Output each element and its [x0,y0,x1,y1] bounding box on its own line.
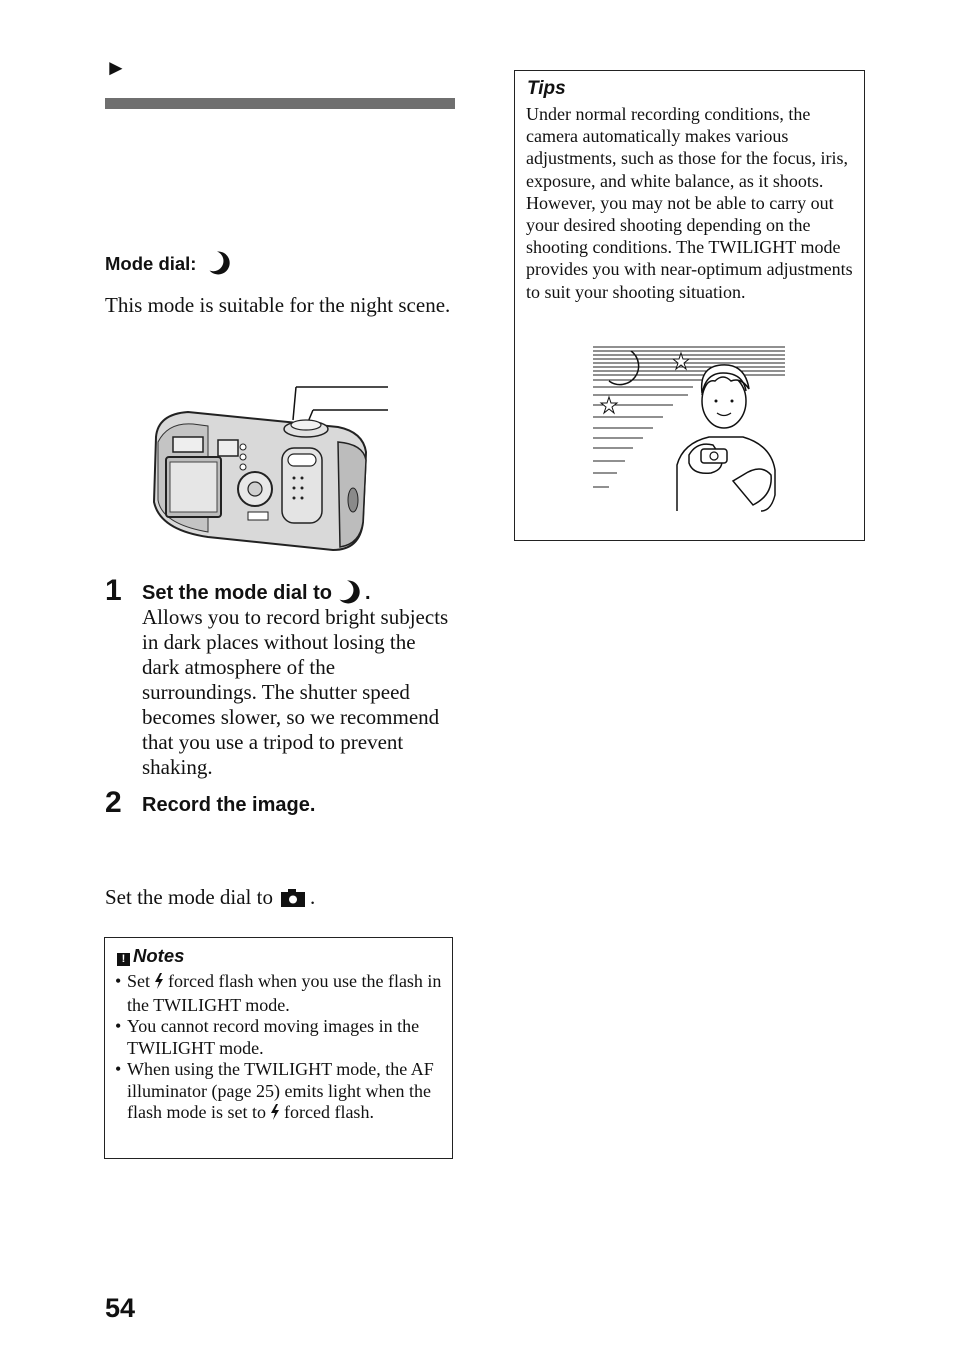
flash-icon [270,1104,280,1126]
tips-box [514,70,865,541]
notes-icon: ! [117,953,130,966]
notes-box [104,937,453,1159]
moon-icon [338,579,364,605]
tips-heading: Tips [527,78,566,99]
step-number: 2 [105,786,122,819]
step-number: 1 [105,574,122,607]
camera-illustration [148,382,393,554]
step-title [142,579,371,606]
mode-dial-label: Mode dial: [105,253,197,274]
list-item: • Set forced flash when you use the flash in the TWILIGHT mode. [115,971,442,1015]
return-instruction [105,884,315,913]
return-instruction-text: Set the mode dial to [105,885,273,909]
tips-body: Under normal recording conditions, the camera automatically makes various adjustments, such as those for the focus, iris, exposure, and white balance, as it shoots. However, you may not be able to carry out your desired shooting depending on the shooting conditions. The TWILIGHT mode provides you with near-optimum adjustments to suit your shooting situation. [526,104,853,302]
return-instruction-suffix: . [309,885,316,909]
list-item: • When using the TWILIGHT mode, the AF illuminator (page 25) emits light when the flash mode is set to forced flash. [115,1059,445,1126]
section-arrow-icon: ► [105,55,127,80]
moon-icon [208,250,234,276]
night-scene-illustration [593,345,789,515]
step-title-suffix: . [365,582,371,604]
mode-dial-heading [105,250,234,278]
intro-text: This mode is suitable for the night scene. [105,293,451,317]
page-number: 54 [105,1293,136,1323]
camera-icon [281,887,305,913]
step-title: Record the image. [142,794,316,816]
notes-heading-text: Notes [133,945,185,966]
flash-icon [154,973,164,995]
list-item: • You cannot record moving images in the TWILIGHT mode. [115,1016,420,1058]
notes-list [115,971,445,1126]
step-title-text: Set the mode dial to [142,582,333,604]
title-bar [105,98,455,109]
step-body: Allows you to record bright subjects in dark places without losing the dark atmosphere of the surroundings. The shutter speed becomes slower, so we recommend that you use a tripod to prevent shaking. [142,605,449,779]
notes-heading [117,945,184,967]
